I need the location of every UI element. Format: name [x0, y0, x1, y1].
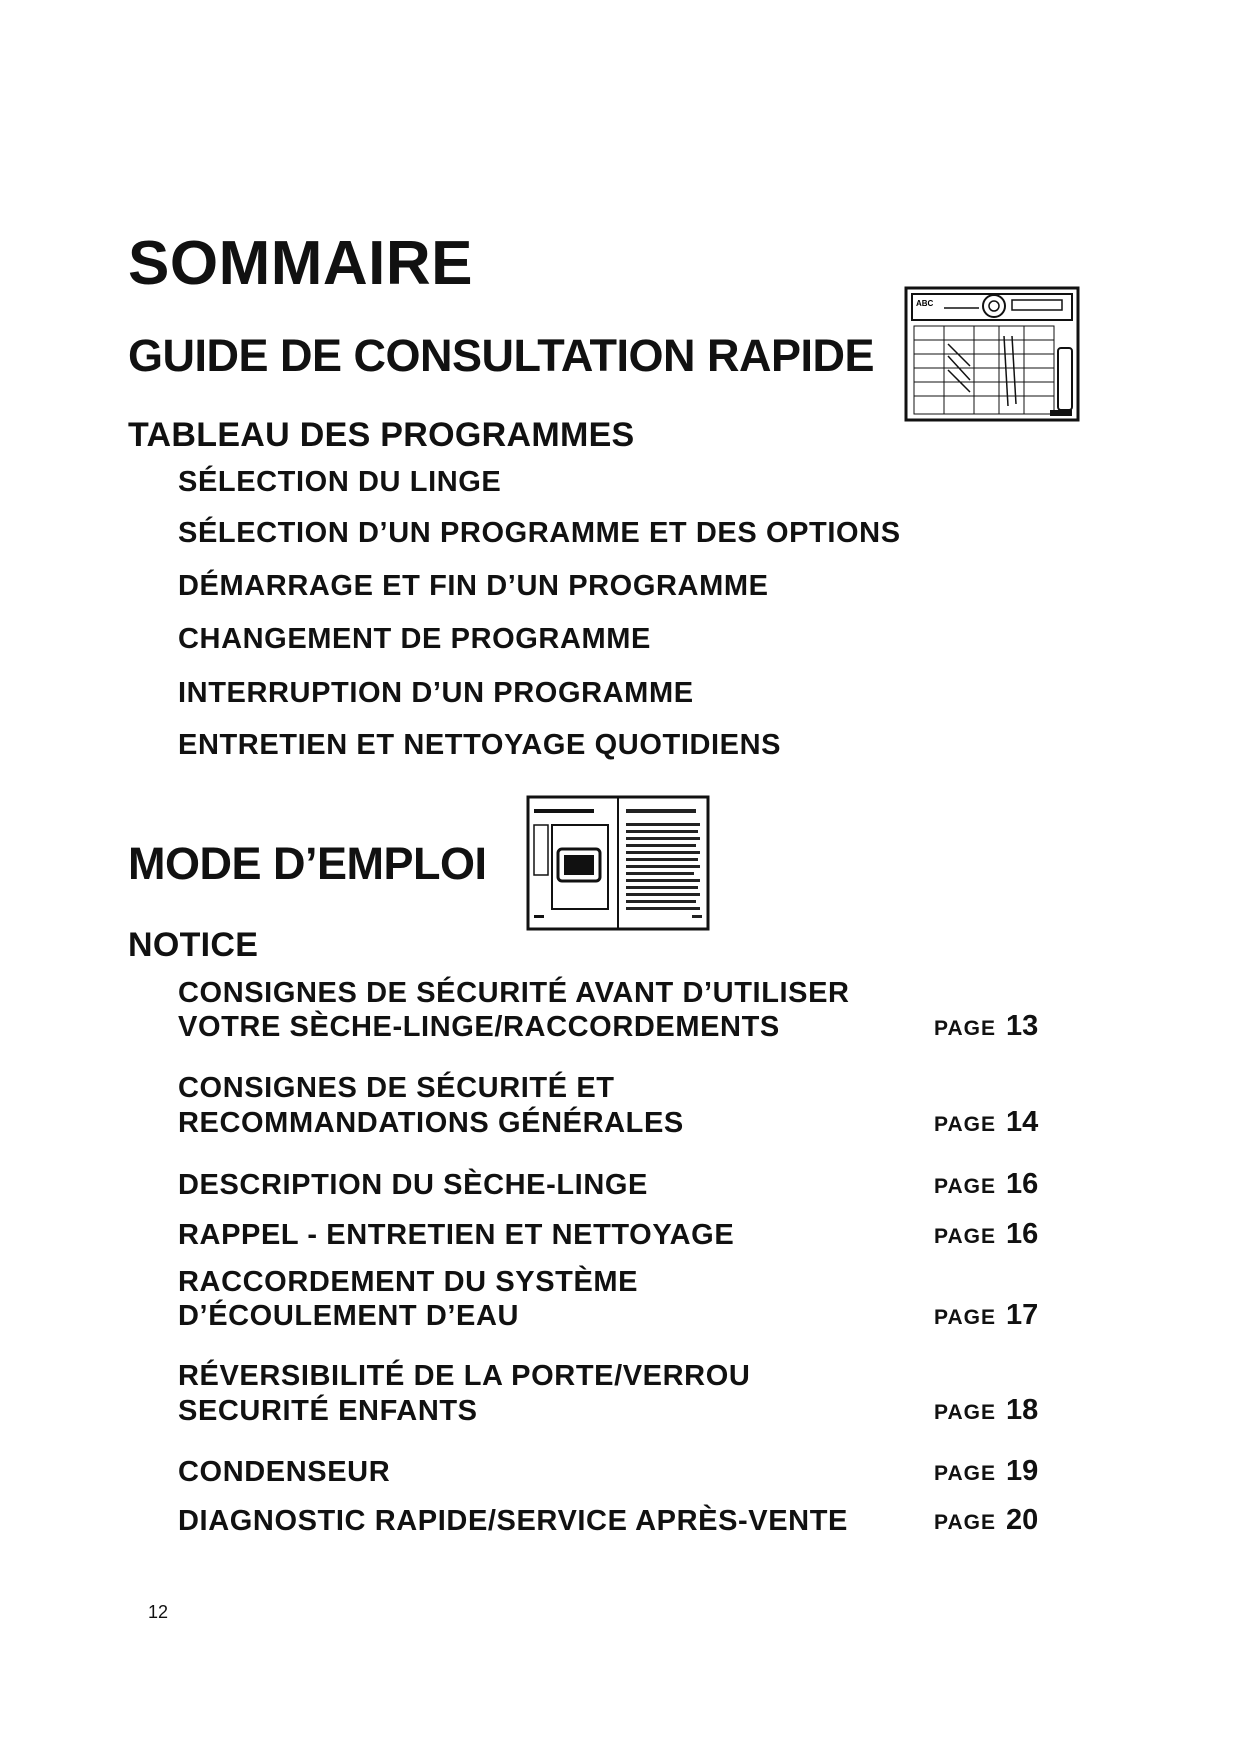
toc-page-ref: PAGE 14 [934, 1106, 1039, 1138]
page-number: 12 [148, 1602, 169, 1622]
toc-entry-line: RACCORDEMENT DU SYSTÈME [178, 1266, 639, 1298]
user-manual-heading: MODE D’EMPLOI [128, 838, 487, 889]
toc-page-ref: PAGE 17 [934, 1299, 1039, 1331]
illustration-label: ABC [916, 299, 934, 308]
list-item: SÉLECTION DU LINGE [178, 466, 502, 498]
toc-entry-line: CONDENSEUR [178, 1456, 391, 1488]
toc-page-ref: PAGE 18 [934, 1394, 1039, 1426]
toc-page-ref: PAGE 20 [934, 1504, 1039, 1536]
list-item: CHANGEMENT DE PROGRAMME [178, 623, 651, 655]
toc-page-ref: PAGE 13 [934, 1010, 1039, 1042]
program-table-subheading: TABLEAU DES PROGRAMMES [128, 416, 635, 454]
manual-booklet-illustration [526, 795, 710, 931]
list-item: ENTRETIEN ET NETTOYAGE QUOTIDIENS [178, 729, 782, 761]
list-item: INTERRUPTION D’UN PROGRAMME [178, 677, 694, 709]
toc-entry-line: RECOMMANDATIONS GÉNÉRALES [178, 1107, 684, 1139]
toc-page-ref: PAGE 16 [934, 1218, 1039, 1250]
toc-entry-line: CONSIGNES DE SÉCURITÉ AVANT D’UTILISER [178, 977, 850, 1009]
list-item: DÉMARRAGE ET FIN D’UN PROGRAMME [178, 570, 769, 602]
toc-entry-line: D’ÉCOULEMENT D’EAU [178, 1300, 520, 1332]
toc-entry-line: VOTRE SÈCHE-LINGE/RACCORDEMENTS [178, 1011, 780, 1043]
quick-guide-heading: GUIDE DE CONSULTATION RAPIDE [128, 330, 875, 381]
program-chart-illustration [904, 286, 1080, 422]
toc-entry-line: DIAGNOSTIC RAPIDE/SERVICE APRÈS-VENTE [178, 1505, 848, 1537]
notice-subheading: NOTICE [128, 926, 259, 964]
toc-entry-line: RAPPEL - ENTRETIEN ET NETTOYAGE [178, 1219, 735, 1251]
page-title: SOMMAIRE [128, 229, 473, 298]
toc-page-ref: PAGE 19 [934, 1455, 1039, 1487]
list-item: SÉLECTION D’UN PROGRAMME ET DES OPTIONS [178, 517, 901, 549]
toc-entry-line: SECURITÉ ENFANTS [178, 1395, 478, 1427]
toc-entry-line: CONSIGNES DE SÉCURITÉ ET [178, 1072, 615, 1104]
toc-entry-line: DESCRIPTION DU SÈCHE-LINGE [178, 1169, 648, 1201]
toc-page-ref: PAGE 16 [934, 1168, 1039, 1200]
toc-entry-line: RÉVERSIBILITÉ DE LA PORTE/VERROU [178, 1360, 751, 1392]
